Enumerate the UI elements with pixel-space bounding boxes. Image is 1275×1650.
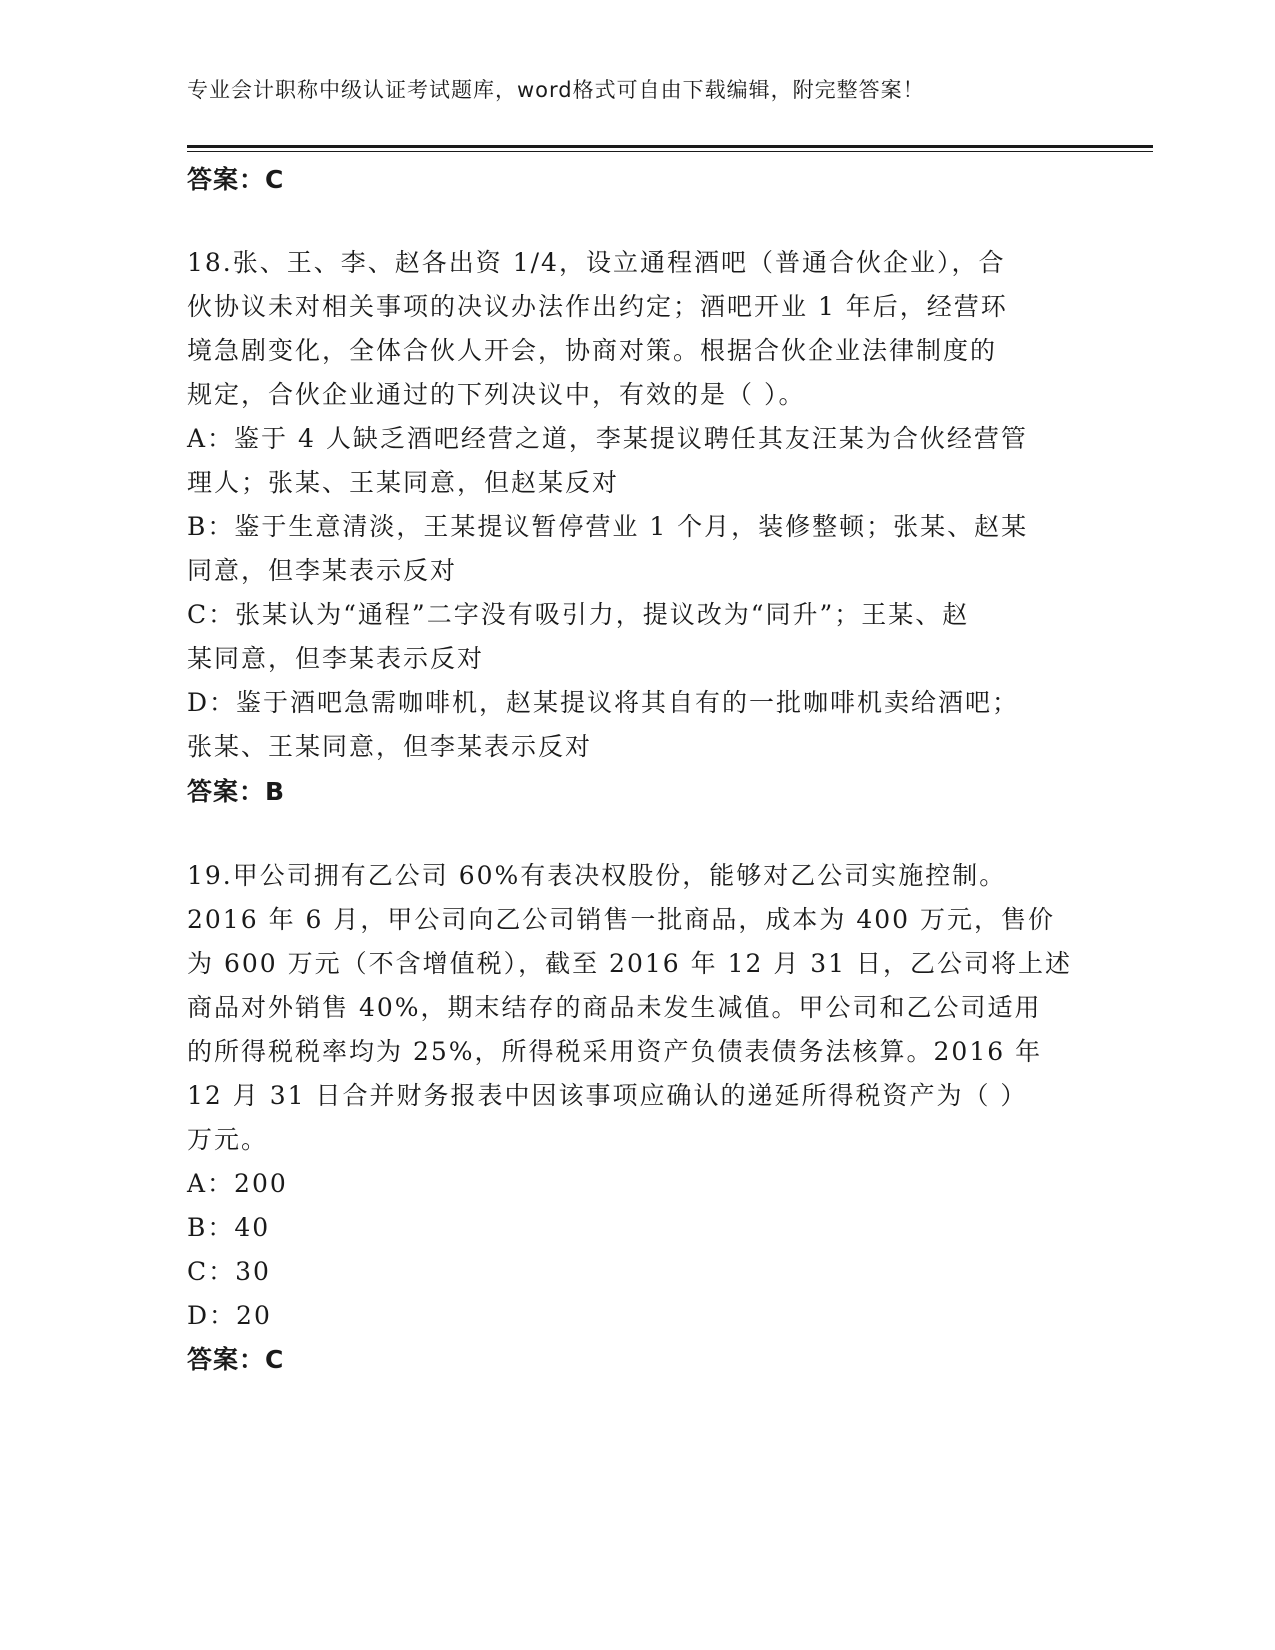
question-18-option-a: A：鉴于 4 人缺乏酒吧经营之道，李某提议聘任其友汪某为合伙经营管: [187, 424, 1028, 453]
question-19-stem-line: 万元。: [187, 1125, 269, 1154]
previous-answer: 答案：C: [187, 165, 285, 194]
question-18-option-c: C：张某认为“通程”二字没有吸引力，提议改为“同升”；王某、赵: [187, 600, 970, 629]
question-19-answer: 答案：C: [187, 1345, 285, 1374]
question-18-stem-line: 规定，合伙企业通过的下列决议中，有效的是（ ）。: [187, 380, 806, 409]
question-19-option-b: B：40: [187, 1213, 271, 1242]
question-18-option-b: B：鉴于生意清淡，王某提议暂停营业 1 个月，装修整顿；张某、赵某: [187, 512, 1029, 541]
question-18-answer: 答案：B: [187, 777, 286, 806]
question-18-stem-line: 18.张、王、李、赵各出资 1/4，设立通程酒吧（普通合伙企业），合: [187, 248, 1006, 277]
question-19-option-c: C：30: [187, 1257, 271, 1286]
question-18-option-c-cont: 某同意，但李某表示反对: [187, 644, 485, 673]
question-19-stem-line: 为 600 万元（不含增值税），截至 2016 年 12 月 31 日，乙公司将上述: [187, 949, 1073, 978]
header-rule-thick: [187, 145, 1153, 148]
question-19-stem-line: 的所得税税率均为 25%，所得税采用资产负债表债务法核算。2016 年: [187, 1037, 1043, 1066]
question-19-option-d: D：20: [187, 1301, 272, 1330]
page-header: 专业会计职称中级认证考试题库，word格式可自由下载编辑，附完整答案！: [187, 78, 925, 102]
question-18-option-b-cont: 同意，但李某表示反对: [187, 556, 458, 585]
question-18-option-d: D：鉴于酒吧急需咖啡机，赵某提议将其自有的一批咖啡机卖给酒吧；: [187, 688, 1020, 717]
question-18-option-a-cont: 理人；张某、王某同意，但赵某反对: [187, 468, 620, 497]
question-19-stem-line: 商品对外销售 40%，期末结存的商品未发生减值。甲公司和乙公司适用: [187, 993, 1042, 1022]
question-19-stem-line: 19.甲公司拥有乙公司 60%有表决权股份，能够对乙公司实施控制。: [187, 861, 1007, 890]
question-18-stem-line: 境急剧变化，全体合伙人开会，协商对策。根据合伙企业法律制度的: [187, 336, 998, 365]
question-19-option-a: A：200: [187, 1169, 288, 1198]
question-19-stem-line: 2016 年 6 月，甲公司向乙公司销售一批商品，成本为 400 万元，售价: [187, 905, 1055, 934]
question-18-option-d-cont: 张某、王某同意，但李某表示反对: [187, 732, 593, 761]
question-19-stem-line: 12 月 31 日合并财务报表中因该事项应确认的递延所得税资产为（ ）: [187, 1081, 1028, 1110]
question-18-stem-line: 伙协议未对相关事项的决议办法作出约定；酒吧开业 1 年后，经营环: [187, 292, 1008, 321]
header-rule-thin: [187, 151, 1153, 152]
